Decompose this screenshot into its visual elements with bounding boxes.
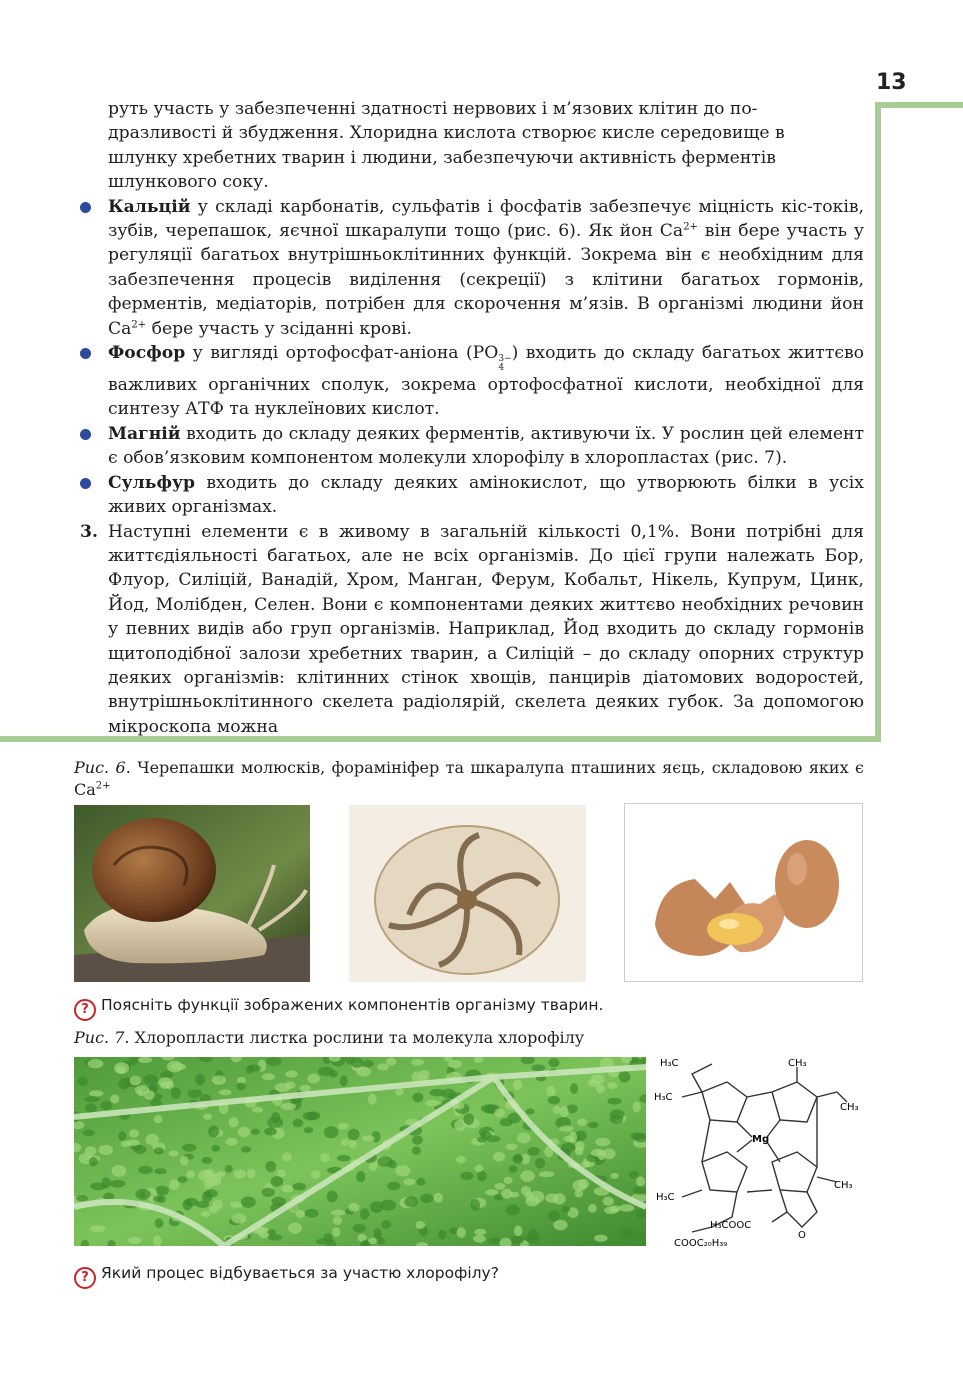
- chloroplast-granule: [494, 1108, 505, 1117]
- magnesium-item: [78, 422, 864, 471]
- chloroplast-granule: [561, 1143, 576, 1152]
- chloroplast-granule: [485, 1189, 498, 1195]
- fig7-caption: [74, 1027, 864, 1049]
- phosphorus-term: Фосфор: [108, 343, 186, 364]
- chloroplast-granule: [101, 1101, 113, 1110]
- fig6-label: Рис. 6: [74, 758, 126, 777]
- fig6-caption-text: . Черепашки молюсків, форамініфер та шкаралупа пташиних яєць, складовою яких є Ca: [74, 758, 864, 799]
- chloroplast-granule: [594, 1235, 608, 1242]
- chloroplast-granule: [362, 1135, 375, 1141]
- chloroplast-granule: [630, 1133, 644, 1140]
- chloroplast-granule: [328, 1070, 337, 1077]
- chloroplast-photo: [74, 1057, 646, 1246]
- sulfur-text: входить до складу деяких амінокислот, що утворюють білки в усіх живих організмах.: [108, 472, 864, 518]
- chloroplast-granule: [505, 1205, 520, 1216]
- phosphorus-text: ) входить до складу багатьох життєво важливих органічних сполук, зокрема ортофосфатної кислоти, необхідної для синтезу АТФ та нуклеїнових кислот.: [108, 343, 864, 420]
- chloroplast-granule: [307, 1074, 320, 1084]
- chloroplast-granule: [629, 1171, 639, 1178]
- chloroplast-granule: [133, 1145, 146, 1154]
- chloroplast-granule: [138, 1057, 152, 1063]
- chloroplast-granule: [416, 1221, 426, 1229]
- question-circle-icon: ?: [74, 1267, 96, 1289]
- calcium-sup: 2+: [683, 221, 698, 233]
- chloroplast-granule: [420, 1194, 433, 1203]
- chloroplast-granule: [481, 1131, 492, 1139]
- chloroplast-granule: [633, 1187, 646, 1195]
- phosphate-charge: 3−: [498, 354, 512, 365]
- chloroplast-granule: [501, 1189, 512, 1199]
- chloroplast-granule: [404, 1196, 418, 1207]
- chloroplast-granule: [180, 1156, 189, 1166]
- intro-line: дразливості й збудження. Хлоридна кислота створює кисле середовище в: [108, 123, 785, 144]
- chloroplast-granule: [262, 1188, 275, 1197]
- chloroplast-granule: [160, 1082, 171, 1089]
- chloroplast-granule: [525, 1191, 533, 1201]
- chloroplast-granule: [177, 1176, 187, 1183]
- chloroplast-granule: [610, 1115, 624, 1124]
- snail-photo: [74, 805, 310, 982]
- chloroplast-granule: [271, 1176, 284, 1187]
- chloroplast-granule: [457, 1227, 466, 1238]
- chloroplast-granule: [143, 1074, 158, 1085]
- chl-ch3-right: CH₃: [840, 1102, 859, 1113]
- chloroplast-granule: [182, 1144, 196, 1152]
- chloroplast-granule: [203, 1113, 212, 1119]
- chloroplast-granule: [386, 1058, 397, 1066]
- chloroplast-granule: [464, 1113, 475, 1125]
- chlorophyll-structure: [652, 1052, 864, 1250]
- fig6-caption: [74, 757, 864, 801]
- chloroplast-granule: [110, 1180, 126, 1188]
- chloroplast-granule: [368, 1094, 377, 1105]
- chloroplast-granule: [573, 1180, 587, 1191]
- chloroplast-granule: [549, 1058, 560, 1067]
- chloroplast-granule: [121, 1141, 130, 1148]
- chloroplast-granule: [553, 1106, 561, 1114]
- chloroplast-granule: [363, 1060, 374, 1067]
- calcium-text: він бере участь у регуляції багатьох внутрішньоклітинних функцій. Зокрема він є необхідним для забезпечення процесів виділення (секреції) з клітини багатьох гормонів, ферментів, медіаторів, потрібен для скорочення м’язів. В організмі людини йон Ca: [108, 221, 864, 339]
- chloroplast-granule: [429, 1089, 445, 1096]
- chloroplast-granule: [293, 1119, 304, 1128]
- chloroplast-granule: [471, 1199, 481, 1211]
- chloroplast-granule: [517, 1133, 531, 1144]
- chloroplast-granule: [604, 1206, 618, 1214]
- chloroplast-granule: [264, 1127, 277, 1135]
- chloroplast-granule: [327, 1191, 338, 1203]
- chloroplast-granule: [531, 1064, 545, 1071]
- chloroplast-granule: [102, 1177, 111, 1188]
- chloroplast-granule: [481, 1104, 497, 1113]
- chloroplast-granule: [307, 1111, 320, 1120]
- chloroplast-granule: [292, 1183, 306, 1191]
- chloroplast-granule: [332, 1227, 340, 1237]
- phosphate-subscript: 4: [498, 363, 505, 374]
- chloroplast-granule: [333, 1216, 342, 1225]
- chloroplast-granule: [236, 1083, 245, 1091]
- chloroplast-granule: [277, 1169, 286, 1177]
- chloroplast-granule: [212, 1145, 221, 1152]
- chloroplast-granule: [553, 1220, 567, 1231]
- chloroplast-granule: [247, 1064, 261, 1071]
- chloroplast-granule: [251, 1129, 260, 1135]
- eggs-photo: [624, 803, 863, 982]
- chloroplast-granule: [539, 1171, 554, 1177]
- chloroplast-granule: [316, 1238, 332, 1244]
- chloroplast-granule: [425, 1100, 440, 1107]
- chloroplast-granule: [76, 1195, 88, 1202]
- phosphate-index: [498, 355, 511, 373]
- chloroplast-granule: [525, 1234, 540, 1243]
- chloroplast-granule: [348, 1129, 360, 1141]
- chloroplast-granule: [546, 1086, 555, 1097]
- chloroplast-granule: [475, 1165, 484, 1173]
- chloroplast-granule: [247, 1168, 256, 1178]
- chloroplast-granule: [460, 1172, 473, 1180]
- chloroplast-granule: [304, 1127, 313, 1133]
- chloroplast-granule: [118, 1131, 126, 1140]
- chloroplast-granule: [135, 1085, 149, 1094]
- chl-phytyl: COOC₂₀H₃₉: [674, 1238, 728, 1249]
- magnesium-text: входить до складу деяких ферментів, активуючи їх. У рослин цей елемент є обов’язковим компонентом молекули хлорофілу в хлоропластах (рис. 7).: [108, 423, 864, 469]
- bullet-dot-icon: [80, 429, 91, 440]
- chloroplast-granule: [337, 1123, 348, 1130]
- chloroplast-granule: [396, 1165, 411, 1176]
- chloroplast-granule: [188, 1089, 202, 1098]
- chloroplast-granule: [527, 1147, 540, 1156]
- chloroplast-granule: [434, 1193, 443, 1203]
- chloroplast-granule: [369, 1163, 378, 1171]
- magnesium-term: Магній: [108, 423, 181, 444]
- chloroplast-granule: [564, 1136, 575, 1142]
- chloroplast-granule: [412, 1136, 423, 1145]
- chloroplast-granule: [84, 1096, 99, 1102]
- chloroplast-granule: [311, 1170, 321, 1179]
- chloroplast-granule: [114, 1062, 129, 1074]
- chloroplast-granule: [559, 1125, 573, 1131]
- chloroplast-granule: [511, 1236, 524, 1245]
- chloroplast-granule: [535, 1158, 545, 1169]
- chloroplast-granule: [135, 1189, 150, 1200]
- chloroplast-granule: [509, 1165, 518, 1173]
- chloroplast-granule: [205, 1189, 218, 1197]
- chloroplast-granule: [473, 1235, 486, 1243]
- chloroplast-granule: [349, 1139, 357, 1149]
- chloroplast-granule: [85, 1146, 97, 1155]
- frame-right-border: [875, 102, 881, 742]
- chloroplast-granule: [171, 1087, 181, 1099]
- chloroplast-granule: [280, 1103, 296, 1110]
- chloroplast-granule: [356, 1171, 365, 1182]
- chloroplast-granule: [340, 1076, 348, 1087]
- chloroplast-granule: [588, 1204, 597, 1213]
- chloroplast-granule: [387, 1182, 400, 1191]
- chloroplast-granule: [128, 1237, 142, 1244]
- chloroplast-granule: [474, 1229, 486, 1236]
- chloroplast-granule: [90, 1225, 106, 1232]
- chloroplast-granule: [633, 1102, 641, 1113]
- chloroplast-granule: [545, 1193, 558, 1203]
- chloroplast-granule: [288, 1223, 302, 1234]
- intro-line: шлунку хребетних тварин і людини, забезпечуючи активність ферментів: [108, 147, 776, 168]
- chloroplast-granule: [418, 1070, 429, 1079]
- question-2: [74, 1262, 864, 1289]
- chloroplast-granule: [448, 1060, 462, 1068]
- phosphorus-item: [78, 341, 864, 422]
- chloroplast-granule: [575, 1146, 583, 1155]
- chloroplast-granule: [381, 1220, 391, 1229]
- chloroplast-granule: [513, 1080, 522, 1091]
- chloroplast-granule: [320, 1153, 329, 1162]
- chloroplast-granule: [195, 1073, 205, 1085]
- chloroplast-granule: [548, 1210, 560, 1221]
- chloroplast-granule: [252, 1107, 263, 1113]
- chloroplast-granule: [282, 1153, 292, 1162]
- chloroplast-granule: [171, 1063, 186, 1070]
- chloroplast-granule: [89, 1090, 104, 1096]
- fig7-label: Рис. 7: [74, 1028, 125, 1047]
- chloroplast-granule: [154, 1168, 167, 1174]
- chloroplast-granule: [262, 1073, 275, 1080]
- chloroplast-granule: [110, 1094, 119, 1103]
- chloroplast-granule: [561, 1206, 570, 1212]
- chloroplast-granule: [360, 1208, 369, 1220]
- chloroplast-granule: [395, 1088, 403, 1095]
- question-circle-icon: ?: [74, 999, 96, 1021]
- chloroplast-granule: [341, 1139, 349, 1146]
- chloroplast-granule: [348, 1203, 359, 1212]
- chloroplast-granule: [403, 1179, 415, 1186]
- chloroplast-granule: [520, 1170, 535, 1181]
- chloroplast-granule: [603, 1197, 614, 1206]
- chloroplast-granule: [275, 1083, 291, 1092]
- chl-mg: Mg: [752, 1134, 770, 1145]
- chloroplast-granule: [153, 1196, 163, 1202]
- fig7-caption-text: . Хлоропласти листка рослини та молекула хлорофілу: [124, 1028, 585, 1047]
- main-text: [78, 97, 864, 739]
- chloroplast-granule: [232, 1213, 247, 1223]
- chloroplast-granule: [138, 1166, 153, 1174]
- intro-paragraph: [78, 97, 864, 195]
- chloroplast-granule: [265, 1161, 276, 1172]
- chloroplast-granule: [88, 1059, 104, 1068]
- chloroplast-granule: [89, 1157, 98, 1167]
- chloroplast-granule: [494, 1183, 505, 1190]
- chloroplast-granule: [156, 1186, 170, 1196]
- question-1-text: Поясніть функції зображених компонентів організму тварин.: [101, 996, 604, 1014]
- chloroplast-granule: [324, 1126, 339, 1138]
- chloroplast-granule: [353, 1224, 366, 1233]
- chl-h3c-left: H₃C: [654, 1092, 673, 1103]
- frame-top-border: [875, 102, 963, 108]
- chloroplast-granule: [202, 1157, 213, 1164]
- chloroplast-granule: [595, 1138, 610, 1147]
- chloroplast-granule: [588, 1122, 599, 1128]
- chloroplast-granule: [411, 1059, 424, 1066]
- chloroplast-granule: [489, 1238, 501, 1244]
- chloroplast-granule: [282, 1185, 293, 1193]
- chl-h3c-top: H₃C: [660, 1058, 679, 1069]
- chloroplast-granule: [305, 1209, 319, 1218]
- chloroplast-granule: [514, 1225, 523, 1236]
- chloroplast-granule: [226, 1138, 238, 1146]
- chloroplast-granule: [416, 1178, 425, 1186]
- chloroplast-granule: [130, 1076, 142, 1086]
- chloroplast-granule: [456, 1156, 466, 1163]
- chloroplast-granule: [267, 1117, 283, 1128]
- chloroplast-granule: [493, 1152, 505, 1162]
- bullet-dot-icon: [80, 478, 91, 489]
- bullet-dot-icon: [80, 348, 91, 359]
- chloroplast-granule: [377, 1156, 392, 1166]
- chloroplast-granule: [506, 1144, 518, 1150]
- fig6-caption-sup: 2+: [95, 780, 111, 792]
- chloroplast-granule: [619, 1204, 634, 1211]
- chloroplast-granule: [337, 1155, 350, 1162]
- sulfur-item: [78, 471, 864, 520]
- chloroplast-granule: [607, 1098, 621, 1105]
- chloroplast-granule: [146, 1134, 159, 1146]
- chloroplast-granule: [209, 1205, 218, 1213]
- chloroplast-granule: [526, 1109, 535, 1115]
- chloroplast-granule: [169, 1150, 179, 1156]
- chloroplast-granule: [129, 1129, 139, 1137]
- chloroplast-granule: [266, 1057, 282, 1066]
- point-3-text: Наступні елементи є в живому в загальній кількості 0,1%. Вони потрібні для життєдіяльності багатьох, але не всіх організмів. До цієї групи належать Бор, Флуор, Силіцій, Ванадій, Хром, Манган, Ферум, Кобальт, Нікель, Купрум, Цинк, Йод, Молібден, Селен. Вони є компонентами деяких життєво необхідних речовин у певних видів або груп організмів. Наприклад, Йод входить до складу гормонів щитоподібної залози хребетних тварин, а Силіцій – до складу опорних структур деяких організмів: клітинних стінок хвощів, панцирів діатомових водоростей, внутрішньоклітинного скелета радіолярій, скелета деяких губок. За допомогою мікроскопа можна: [108, 521, 864, 737]
- chloroplast-granule: [300, 1085, 311, 1092]
- chloroplast-granule: [212, 1075, 226, 1084]
- chl-ester: H₃COOC: [710, 1220, 752, 1231]
- chloroplast-granule: [238, 1127, 250, 1138]
- calcium-term: Кальцій: [108, 196, 191, 217]
- chloroplast-granule: [112, 1165, 127, 1177]
- chloroplast-granule: [636, 1177, 645, 1187]
- chloroplast-granule: [560, 1106, 569, 1117]
- calcium-sup: 2+: [131, 318, 147, 330]
- chloroplast-granule: [77, 1077, 88, 1086]
- chloroplast-granule: [512, 1155, 523, 1164]
- chloroplast-granule: [201, 1211, 210, 1217]
- chloroplast-granule: [229, 1117, 239, 1127]
- chl-ch3-bottom: CH₃: [834, 1180, 853, 1191]
- chloroplast-granule: [331, 1210, 345, 1216]
- chl-o: O: [798, 1230, 806, 1241]
- chloroplast-granule: [377, 1237, 386, 1245]
- calcium-item: [78, 195, 864, 341]
- calcium-text: у складі карбонатів, сульфатів і фосфатів забезпечує міцність кіс-токів, зубів, черепашок, яєчної шкаралупи тощо (рис. 6). Як йон Ca: [108, 196, 864, 242]
- chloroplast-granule: [607, 1082, 617, 1089]
- question-2-text: Який процес відбувається за участю хлорофілу?: [101, 1264, 499, 1282]
- chloroplast-granule: [598, 1150, 606, 1161]
- chloroplast-granule: [621, 1227, 636, 1237]
- chloroplast-granule: [619, 1071, 631, 1082]
- question-1: [74, 994, 864, 1021]
- phosphorus-text: у вигляді ортофосфат-аніона (PO: [185, 343, 499, 364]
- chloroplast-granule: [588, 1079, 600, 1087]
- page-number: 13: [876, 70, 907, 95]
- chloroplast-granule: [154, 1147, 164, 1154]
- chloroplast-granule: [610, 1173, 618, 1179]
- chloroplast-granule: [438, 1230, 447, 1240]
- chloroplast-granule: [208, 1126, 219, 1138]
- chloroplast-granule: [412, 1146, 421, 1155]
- chloroplast-granule: [548, 1096, 560, 1105]
- calcium-text: бере участь у зсіданні крові.: [146, 318, 412, 339]
- chloroplast-granule: [268, 1234, 283, 1240]
- chloroplast-granule: [225, 1165, 233, 1172]
- chloroplast-granule: [155, 1218, 164, 1228]
- chloroplast-granule: [241, 1196, 256, 1207]
- chloroplast-granule: [241, 1146, 251, 1152]
- chloroplast-granule: [99, 1145, 113, 1155]
- chloroplast-granule: [377, 1063, 389, 1070]
- chloroplast-granule: [234, 1170, 246, 1179]
- chloroplast-granule: [186, 1170, 195, 1178]
- chloroplast-granule: [203, 1169, 215, 1180]
- chloroplast-granule: [504, 1177, 513, 1184]
- intro-line: руть участь у забезпеченні здатності нервових і м’язових клітин до по-: [108, 99, 758, 119]
- chloroplast-granule: [154, 1115, 163, 1123]
- chloroplast-granule: [477, 1171, 487, 1182]
- point-3-number: 3.: [80, 521, 98, 542]
- chloroplast-granule: [219, 1089, 232, 1095]
- sulfur-term: Сульфур: [108, 472, 195, 493]
- point-3: [78, 520, 864, 740]
- bullet-dot-icon: [80, 202, 91, 213]
- chloroplast-granule: [83, 1129, 95, 1136]
- chloroplast-granule: [577, 1118, 587, 1125]
- chloroplast-granule: [183, 1199, 193, 1210]
- chloroplast-granule: [570, 1083, 578, 1094]
- intro-line: шлункового соку.: [108, 172, 269, 193]
- chloroplast-granule: [370, 1201, 383, 1213]
- foraminifera-photo: [349, 805, 586, 982]
- chl-ch3-top: CH₃: [788, 1058, 807, 1069]
- chloroplast-granule: [153, 1235, 162, 1246]
- chloroplast-granule: [412, 1093, 423, 1103]
- chl-h3c-bottom: H₃C: [656, 1192, 675, 1203]
- chloroplast-granule: [285, 1070, 297, 1077]
